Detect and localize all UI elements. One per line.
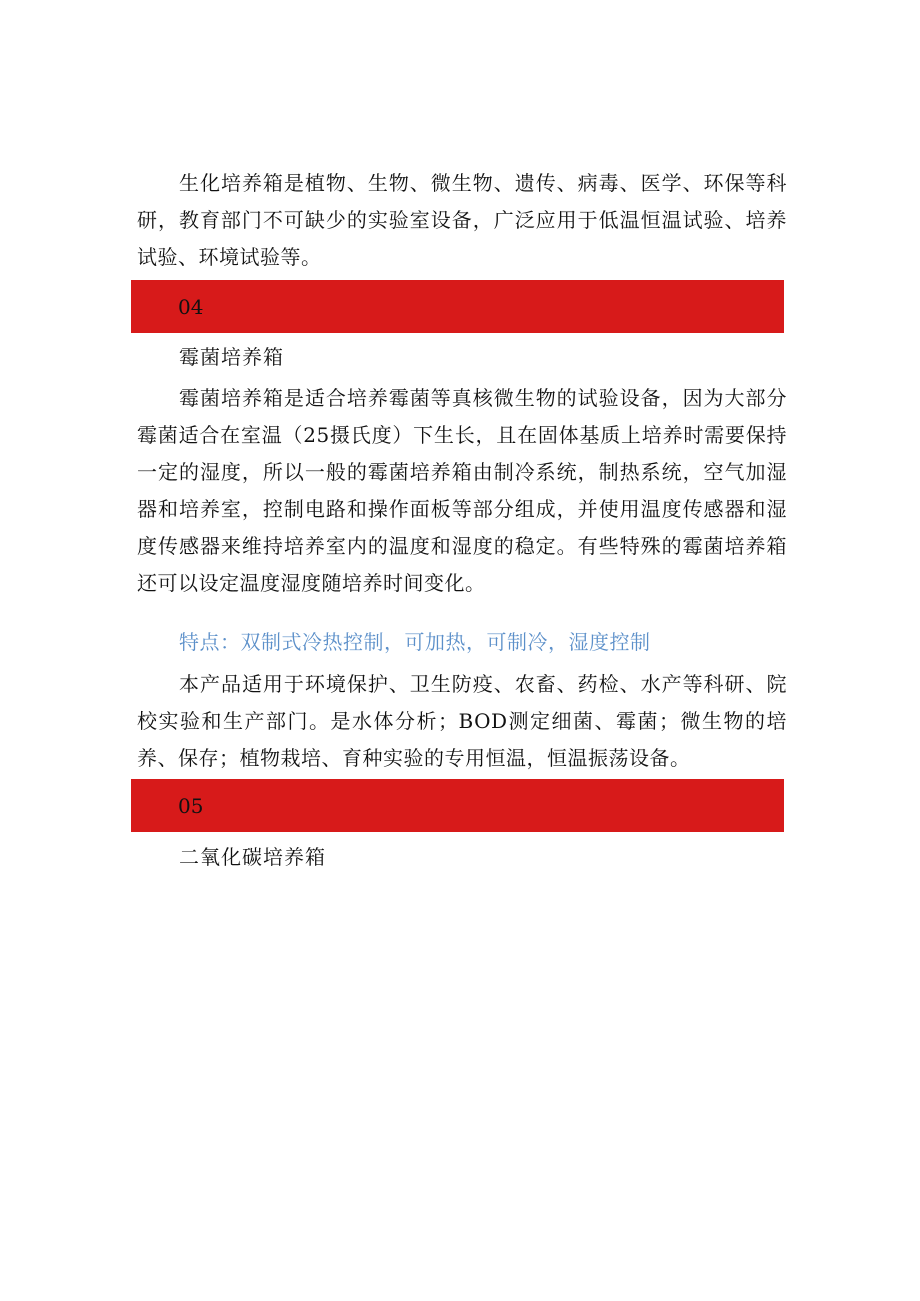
section-04-number: 04 (178, 295, 204, 319)
section-04-body: 霉菌培养箱是适合培养霉菌等真核微生物的试验设备，因为大部分霉菌适合在室温（25摄氏度）下生长，且在固体基质上培养时需要保持一定的湿度，所以一般的霉菌培养箱由制冷系统，制热系统，空气加湿器和培养室，控制电路和操作面板等部分组成，并使用温度传感器和湿度传感器来维持培养室内的温度和湿度的稳定。有些特殊的霉菌培养箱还可以设定温度湿度随培养时间变化。 (137, 386, 787, 595)
section-04-banner (131, 280, 784, 333)
section-05-banner (131, 779, 784, 832)
section-04-features: 特点：双制式冷热控制，可加热，可制冷，湿度控制 (179, 630, 651, 654)
section-05-title: 二氧化碳培养箱 (179, 845, 326, 869)
section-04-title: 霉菌培养箱 (179, 345, 284, 369)
section-05-number: 05 (178, 794, 204, 818)
section-04-application: 本产品适用于环境保护、卫生防疫、农畜、药检、水产等科研、院校实验和生产部门。是水体分析；BOD测定细菌、霉菌；微生物的培养、保存；植物栽培、育种实验的专用恒温，恒温振荡设备。 (137, 672, 787, 770)
intro-paragraph: 生化培养箱是植物、生物、微生物、遗传、病毒、医学、环保等科研，教育部门不可缺少的实验室设备，广泛应用于低温恒温试验、培养试验、环境试验等。 (137, 171, 787, 269)
